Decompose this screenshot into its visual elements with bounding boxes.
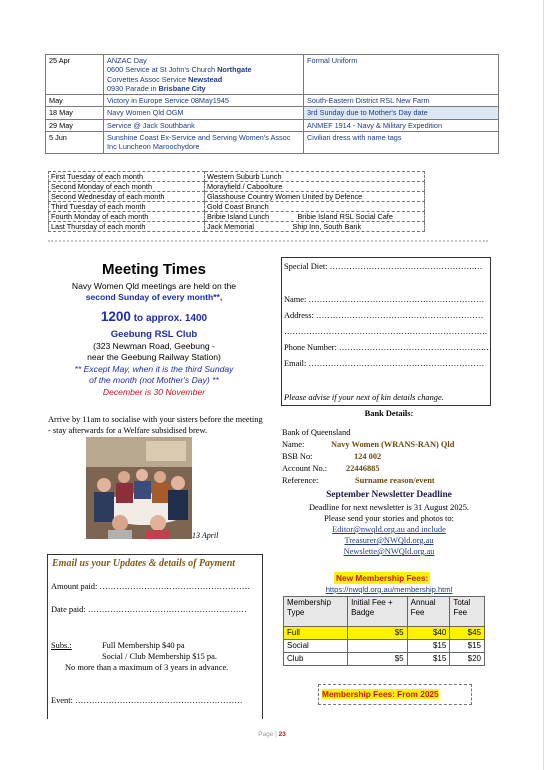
monthly-events-table	[48, 171, 425, 232]
reference-value: Surname reason/event	[355, 476, 435, 485]
group-photo-image	[86, 437, 192, 539]
special-diet-field[interactable]: Special Diet: …………………………………………….…	[284, 262, 483, 271]
treasurer-email-link[interactable]: Treasurer@NWQld.org.au	[344, 536, 434, 545]
meeting-venue: Geebung RSL Club	[110, 329, 198, 340]
account-number-label: Account No.:	[282, 464, 328, 473]
table-row	[284, 640, 485, 653]
account-name-value: Navy Women (WRANS-RAN) Qld	[331, 440, 455, 449]
monthly-what: Western Suburb Lunch	[205, 172, 425, 182]
fee-type: Social	[284, 640, 348, 653]
fee-type: Club	[284, 653, 348, 666]
bsb-value: 124 002	[354, 452, 382, 461]
event-date: May	[46, 95, 104, 107]
meeting-times-title: Meeting Times	[102, 261, 206, 278]
col-header: Annual Fee	[407, 597, 450, 627]
page-footer: Page | 23	[258, 731, 286, 738]
col-header: Initial Fee + Badge	[348, 597, 408, 627]
table-row	[49, 192, 425, 202]
meeting-address-2: near the Geebung Railway Station)	[87, 352, 221, 362]
date-paid-field[interactable]: Date paid: …………………………………………………	[51, 605, 247, 614]
subs-label: Subs.:	[51, 641, 72, 650]
event-note: Civilian dress with name tags	[304, 132, 499, 154]
arrive-note: Arrive by 11am to socialise with your sisters before the meeting - stay afterwards for a Welfare subsidised brew.	[48, 415, 263, 435]
next-of-kin-note: Please advise if your next of kin details change.	[284, 393, 444, 402]
deadline-text: Deadline for next newsletter is 31 August 2025.	[308, 503, 470, 512]
table-row	[49, 172, 425, 182]
account-number-value: 22446885	[346, 464, 380, 473]
name-field[interactable]: Name: ………………………………………………………	[284, 295, 485, 304]
fee-annual: $40	[407, 627, 450, 640]
monthly-what: Morayfield / Caboolture	[205, 182, 425, 192]
monthly-what: Bribie Island Lunch Bribie Island RSL Social Cafe	[205, 212, 425, 222]
table-row	[49, 202, 425, 212]
payment-box-title: Email us your Updates & details of Payment	[52, 558, 236, 569]
editor-email-link[interactable]: Editor@nwqld.org.au and include	[332, 525, 446, 534]
bank-name: Bank of Queensland	[282, 428, 351, 437]
event-note: Formal Uniform	[304, 55, 499, 95]
event-date: 25 Apr	[46, 55, 104, 95]
events-table	[45, 54, 499, 154]
monthly-when: First Tuesday of each month	[49, 172, 205, 182]
fee-annual: $15	[407, 640, 450, 653]
monthly-when: Fourth Monday of each month	[49, 212, 205, 222]
table-row	[46, 119, 499, 131]
fees-heading: New Membership Fees:	[336, 573, 429, 583]
event-note: 3rd Sunday due to Mother's Day date	[304, 107, 499, 119]
fee-annual: $15	[407, 653, 450, 666]
monthly-when: Second Wednesday of each month	[49, 192, 205, 202]
fee-total: $45	[450, 627, 485, 640]
fee-total: $15	[450, 640, 485, 653]
table-row	[49, 212, 425, 222]
event-date: 18 May	[46, 107, 104, 119]
table-row	[46, 107, 499, 119]
address-field[interactable]: Address: ……………………………………………………	[284, 311, 484, 320]
meeting-frequency: second Sunday of every month**,	[85, 292, 223, 302]
monthly-when: Last Thursday of each month	[49, 222, 205, 232]
deadline-heading: September Newsletter Deadline	[326, 490, 452, 500]
reference-label: Reference:	[282, 476, 319, 485]
bsb-label: BSB No:	[282, 452, 313, 461]
meeting-december: December is 30 November	[102, 387, 206, 397]
event-date: 29 May	[46, 119, 104, 131]
monthly-when: Second Monday of each month	[49, 182, 205, 192]
table-row	[46, 132, 499, 154]
meeting-exception-2: of the month (not Mother's Day) **	[89, 375, 219, 385]
fee-initial: $5	[348, 627, 408, 640]
email-field[interactable]: Email: ………………………………………………………	[284, 359, 485, 368]
table-row	[46, 95, 499, 107]
table-row	[46, 55, 499, 95]
membership-fees-table	[283, 596, 485, 666]
monthly-what: Jack Memorial Ship Inn, South Bank	[205, 222, 425, 232]
fee-type: Full	[284, 627, 348, 640]
event-detail: ANZAC Day 0600 Service at St John's Church Northgate Corvettes Assoc Service Newstead 0930 Parade in Brisbane City	[104, 55, 304, 95]
account-name-label: Name:	[282, 440, 305, 449]
table-row	[49, 182, 425, 192]
newsletter-email-link[interactable]: Newslette@NWQld.org.au	[343, 547, 435, 556]
fees-effective-note: Membership Fees: From 2025	[318, 684, 472, 705]
subs-full: Full Membership $40 pa	[102, 641, 185, 650]
fee-initial: $5	[348, 653, 408, 666]
meeting-exception: ** Except May, when it is the third Sunday	[74, 364, 234, 374]
col-header: Membership Type	[284, 597, 348, 627]
address-field-2[interactable]: ……………………………………………………………….	[284, 327, 488, 336]
col-header: Total Fee	[450, 597, 485, 627]
bank-heading: Bank Details:	[364, 409, 414, 418]
event-detail: Navy Women Qld OGM	[104, 107, 304, 119]
meeting-time: 1200 to approx. 1400	[100, 309, 208, 324]
monthly-what: Glasshouse Country Women United by Defence	[205, 192, 425, 202]
event-note: South-Eastern District RSL New Farm	[304, 95, 499, 107]
table-row	[49, 222, 425, 232]
monthly-what: Gold Coast Brunch	[205, 202, 425, 212]
meeting-address: (323 Newman Road, Geebung -	[93, 341, 215, 351]
phone-field[interactable]: Phone Number: …………………………………………….…	[284, 343, 492, 352]
section-divider	[48, 240, 488, 242]
event-detail: Service @ Jack Southbank	[104, 119, 304, 131]
table-row	[284, 653, 485, 666]
amount-paid-field[interactable]: Amount paid: ………………………………………………	[51, 582, 251, 591]
meeting-intro: Navy Women Qld meetings are held on the	[71, 281, 237, 291]
membership-url-link[interactable]: https://nwqld.org.au/membership.html	[325, 585, 453, 594]
table-header-row	[284, 597, 485, 627]
event-note: ANMEF 1914 - Navy & Military Expedition	[304, 119, 499, 131]
event-field[interactable]: Event: ……………………………………………………	[51, 696, 243, 705]
photo-caption: 13 April	[192, 531, 219, 540]
event-detail: Victory in Europe Service 08May1945	[104, 95, 304, 107]
subs-social: Social / Club Membership $15 pa.	[102, 652, 217, 661]
monthly-when: Third Tuesday of each month	[49, 202, 205, 212]
group-photo	[86, 437, 192, 539]
event-detail: Sunshine Coast Ex-Service and Serving Women's Assoc Inc Luncheon Maroochydore	[104, 132, 304, 154]
table-row	[284, 627, 485, 640]
fee-initial	[348, 640, 408, 653]
deadline-send: Please send your stories and photos to:	[324, 514, 454, 523]
payment-details-box	[47, 554, 263, 719]
member-details-form	[281, 257, 491, 406]
fee-total: $20	[450, 653, 485, 666]
event-date: 5 Jun	[46, 132, 104, 154]
subs-max: No more than a maximum of 3 years in advance.	[65, 663, 229, 672]
